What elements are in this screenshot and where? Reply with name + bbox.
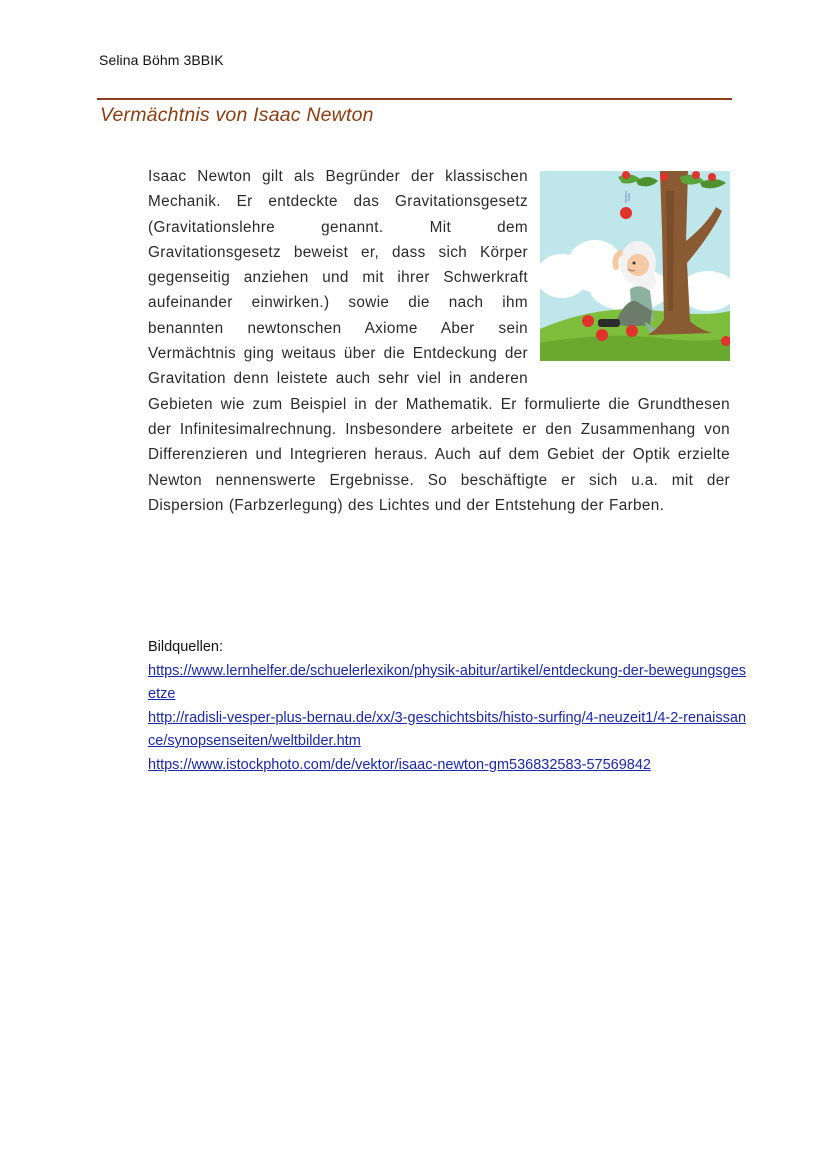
main-content (148, 164, 730, 518)
sources-heading: Bildquellen: (148, 639, 223, 655)
source-link-1[interactable]: https://www.lernhelfer.de/schuelerlexikon/physik-abitur/artikel/entdeckung-der-bewegungsgesetze (148, 662, 747, 702)
source-link-3[interactable]: https://www.istockphoto.com/de/vektor/isaac-newton-gm536832583-57569842 (148, 756, 651, 773)
title-divider (97, 98, 732, 100)
body-paragraph: Isaac Newton gilt als Begründer der klassischen Mechanik. Er entdeckte das Gravitationsgesetz (Gravitationslehre genannt. Mit dem Gravitationsgesetz beweist er, dass sich Körper gegenseitig anziehen und mit ihrer Schwerkraft aufeinander einwirken.) sowie die nach ihm benannten newtonschen Axiome Aber sein Vermächtnis ging weitaus über die Entdeckung der Gravitation denn leistete auch sehr viel in anderen Gebieten wie zum Beispiel in der Mathematik. Er formulierte die Grundthesen der Infinitesimalrechnung. Insbesondere arbeitete er den Zusammenhang von Differenzieren und Integrieren heraus. Auch auf dem Gebiet der Optik erzielte Newton nennenswerte Ergebnisse. So beschäftigte er sich u.a. mit der Dispersion (Farbzerlegung) des Lichtes und der Entstehung der Farben. (148, 168, 730, 514)
image-sources (148, 636, 748, 777)
newton-apple-tree-icon (540, 171, 730, 361)
author-line: Selina Böhm 3BBIK (99, 52, 224, 68)
newton-illustration (540, 171, 730, 361)
source-link-2[interactable]: http://radisli-vesper-plus-bernau.de/xx/3-geschichtsbits/histo-surfing/4-neuzeit1/4-2-renaissance/synopsenseiten/weltbilder.htm (148, 709, 747, 749)
document-title: Vermächtnis von Isaac Newton (100, 104, 374, 126)
